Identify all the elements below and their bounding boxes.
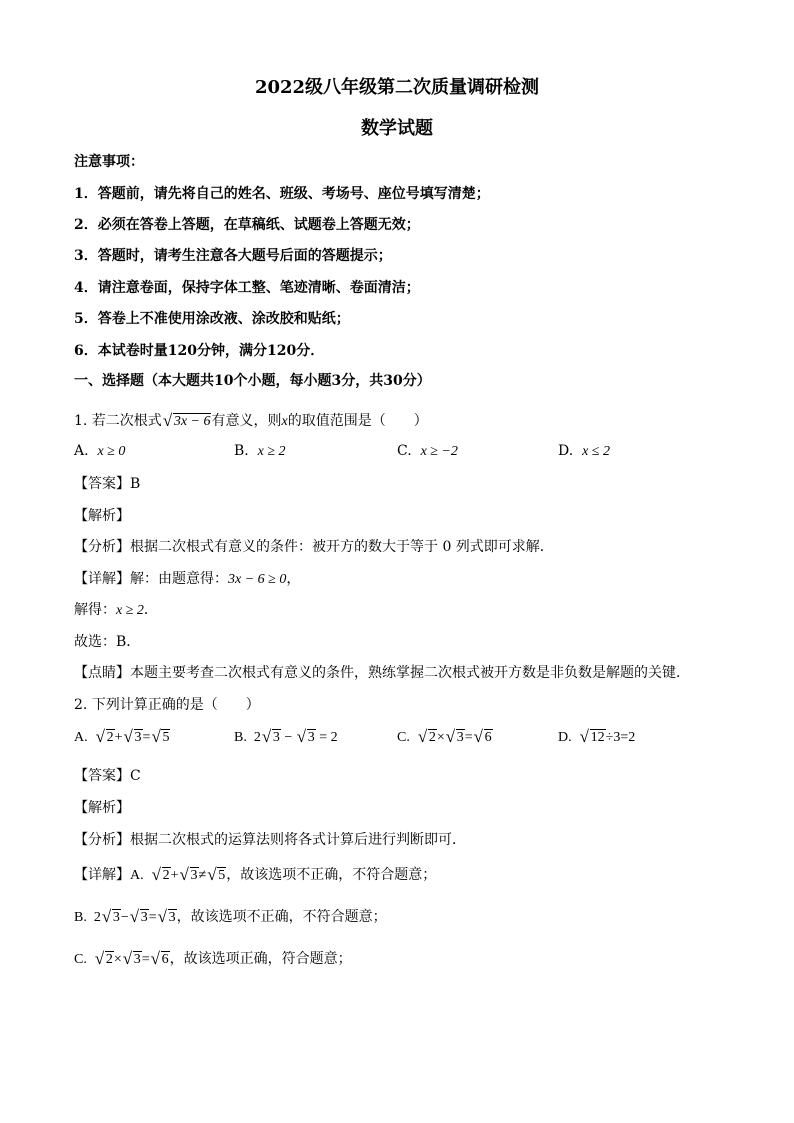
q2xc-rad-2: 2 bbox=[105, 952, 113, 967]
q2xb-sqrt-3a bbox=[103, 910, 121, 926]
q2-option-a bbox=[74, 730, 170, 746]
q2d-eq: = bbox=[620, 730, 629, 745]
q2xb-sqrt-3b bbox=[131, 910, 149, 926]
q2xa-rad-2: 2 bbox=[162, 868, 170, 883]
q2xc-rad-6: 6 bbox=[161, 952, 169, 967]
q2-answer-tag: 【答案】 bbox=[74, 768, 130, 784]
q1-xiangjie bbox=[74, 568, 300, 588]
q2xc-sqrt-2 bbox=[96, 952, 114, 968]
q2c-sqrt-3 bbox=[447, 730, 465, 746]
q1-fenxi bbox=[74, 536, 554, 556]
q1-answer-value: B bbox=[130, 476, 141, 492]
q2d-three: 3 bbox=[613, 730, 621, 745]
q1-option-a-text: x ≥ 0 bbox=[97, 444, 126, 459]
q2-answer bbox=[74, 765, 141, 785]
q1-xiangjie-pre: 解：由题意得： bbox=[130, 571, 228, 587]
q2b-sqrt-3b bbox=[298, 730, 316, 746]
notes-heading: 注意事项： bbox=[74, 154, 144, 170]
q2xc-times: × bbox=[113, 952, 122, 967]
q1-choose: 故选：B． bbox=[74, 634, 141, 650]
q1-option-b-label: B. bbox=[234, 443, 249, 459]
q2c-times: × bbox=[436, 730, 445, 745]
q2a-sqrt-5 bbox=[152, 730, 170, 746]
q1-solve-post: ． bbox=[143, 602, 158, 618]
q2c-rad-6: 6 bbox=[484, 730, 492, 745]
q2c-rad-2: 2 bbox=[428, 730, 436, 745]
q1-answer bbox=[74, 473, 140, 493]
q2xb-rad-3b: 3 bbox=[140, 910, 148, 925]
q2-option-d bbox=[558, 730, 635, 746]
q2xc-sqrt-3 bbox=[124, 952, 142, 968]
q2-option-b-label: B. bbox=[234, 730, 247, 745]
q2xc-rad-3: 3 bbox=[133, 952, 141, 967]
q2-analysis-tag: 【解析】 bbox=[74, 800, 130, 816]
q2xb-eq: = bbox=[148, 910, 157, 925]
q2b-minus: − bbox=[280, 730, 296, 745]
q2-xb-label: B. bbox=[74, 910, 87, 925]
q1-option-d-text: x ≤ 2 bbox=[582, 444, 610, 459]
q2-option-b bbox=[234, 730, 338, 746]
q1-stem-post-a: 有意义，则 bbox=[211, 413, 282, 429]
q1-option-a bbox=[74, 443, 125, 460]
q2-option-a-label: A. bbox=[74, 730, 88, 745]
q1-fenxi-text: 根据二次根式有意义的条件：被开方的数大于等于 0 列式即可求解． bbox=[130, 539, 554, 555]
q1-xiangjie-expr: 3x − 6 ≥ 0 bbox=[228, 572, 287, 587]
note-item-3: 3．答题时，请考生注意各大题号后面的答题提示； bbox=[74, 248, 392, 264]
q1-analysis-tag: 【解析】 bbox=[74, 508, 130, 524]
q2-xiangjie-b bbox=[74, 906, 387, 926]
q2c-eq: = bbox=[464, 730, 473, 745]
q2xb-minus: − bbox=[120, 910, 129, 925]
q1-radical bbox=[164, 414, 212, 430]
q2-answer-value: C bbox=[130, 768, 141, 784]
q1-option-d bbox=[558, 443, 610, 460]
q1-stem-pre: 1. 若二次根式 bbox=[74, 413, 162, 429]
note-item-5: 5．答卷上不准使用涂改液、涂改胶和贴纸； bbox=[74, 311, 350, 327]
q2d-sqrt-12 bbox=[581, 730, 606, 746]
q2b-rad-3a: 3 bbox=[272, 730, 280, 745]
q2-option-c bbox=[397, 730, 493, 746]
question-2-stem: 2. 下列计算正确的是（ ） bbox=[74, 697, 260, 713]
q1-stem-post-b: 的取值范围是（ ） bbox=[287, 413, 428, 429]
note-item-4: 4．请注意卷面，保持字体工整、笔迹清晰、卷面清洁； bbox=[74, 280, 420, 296]
q2a-plus: + bbox=[114, 730, 123, 745]
q2xb-sqrt-3c bbox=[159, 910, 177, 926]
q1-radicand: 3x − 6 bbox=[173, 414, 211, 429]
q2-fenxi-tag: 【分析】 bbox=[74, 832, 130, 848]
q2a-eq: = bbox=[142, 730, 151, 745]
q2d-div: ÷ bbox=[605, 730, 614, 745]
exam-title: 2022级八年级第二次质量调研检测 bbox=[254, 77, 540, 98]
q2a-sqrt-3 bbox=[125, 730, 143, 746]
q1-option-d-label: D. bbox=[558, 443, 574, 459]
note-item-1: 1．答题前，请先将自己的姓名、班级、考场号、座位号填写清楚； bbox=[74, 186, 490, 202]
q2b-eq: = bbox=[315, 730, 331, 745]
q2xa-sqrt-3 bbox=[181, 868, 199, 884]
q1-solve-expr: x ≥ 2 bbox=[116, 603, 144, 618]
q2-option-d-label: D. bbox=[558, 730, 572, 745]
note-item-6: 6．本试卷时量120分钟，满分120分． bbox=[74, 343, 325, 359]
q2xc-eq: = bbox=[141, 952, 150, 967]
q2-fenxi-text: 根据二次根式的运算法则将各式计算后进行判断即可． bbox=[130, 832, 466, 848]
q1-solve bbox=[74, 599, 158, 619]
exam-subtitle: 数学试题 bbox=[361, 118, 433, 139]
q2xb-rad-3c: 3 bbox=[168, 910, 176, 925]
q2a-rad-2: 2 bbox=[106, 730, 114, 745]
q2a-sqrt-2 bbox=[97, 730, 115, 746]
q1-dianjing-text: 本题主要考查二次根式有意义的条件，熟练掌握二次根式被开方数是非负数是解题的关键． bbox=[130, 665, 690, 681]
q1-option-c-label: C. bbox=[397, 443, 412, 459]
q2-xa-post: ，故该选项不正确，不符合题意； bbox=[226, 867, 437, 883]
q2xb-rad-3a: 3 bbox=[112, 910, 120, 925]
q2xc-sqrt-6 bbox=[152, 952, 170, 968]
q1-dianjing-tag: 【点睛】 bbox=[74, 665, 130, 681]
q2-fenxi bbox=[74, 829, 466, 849]
q1-option-c-text: x ≥ −2 bbox=[420, 444, 458, 459]
q2b-coef: 2 bbox=[253, 730, 261, 745]
q2c-sqrt-6 bbox=[475, 730, 493, 746]
question-1-stem bbox=[74, 410, 428, 430]
q2a-rad-5: 5 bbox=[162, 730, 170, 745]
q2xa-rad-5: 5 bbox=[218, 868, 226, 883]
q1-fenxi-tag: 【分析】 bbox=[74, 539, 130, 555]
q2c-rad-3: 3 bbox=[456, 730, 464, 745]
q1-xiangjie-tag: 【详解】 bbox=[74, 571, 130, 587]
q2xb-coef: 2 bbox=[93, 910, 101, 925]
q1-option-a-label: A. bbox=[74, 443, 89, 459]
q2-xc-label: C. bbox=[74, 952, 87, 967]
q2a-rad-3: 3 bbox=[134, 730, 142, 745]
q2-xiangjie-c bbox=[74, 948, 352, 968]
q2xa-sqrt-5 bbox=[208, 868, 226, 884]
q2d-result: 2 bbox=[628, 730, 636, 745]
section-heading: 一、选择题（本大题共10个小题，每小题3分，共30分） bbox=[74, 373, 431, 389]
q1-option-c bbox=[397, 443, 458, 460]
q2-xiangjie-tag: 【详解】 bbox=[74, 867, 130, 883]
q1-var: x bbox=[281, 414, 288, 429]
q2c-sqrt-2 bbox=[419, 730, 437, 746]
q2-xa-label: A. bbox=[130, 868, 144, 883]
q2xa-neq: ≠ bbox=[198, 868, 207, 883]
q2-xb-post: ，故该选项不正确，不符合题意； bbox=[176, 909, 387, 925]
q2xa-plus: + bbox=[170, 868, 179, 883]
q2b-sqrt-3a bbox=[263, 730, 281, 746]
q1-option-b bbox=[234, 443, 286, 460]
q1-solve-pre: 解得： bbox=[74, 602, 116, 618]
q2b-result: 2 bbox=[330, 730, 338, 745]
q2d-rad-12: 12 bbox=[590, 730, 605, 745]
q1-option-b-text: x ≥ 2 bbox=[257, 444, 286, 459]
q2xa-rad-3: 3 bbox=[190, 868, 198, 883]
note-item-2: 2．必须在答卷上答题，在草稿纸、试题卷上答题无效； bbox=[74, 217, 420, 233]
q1-answer-tag: 【答案】 bbox=[74, 476, 130, 492]
q2-xiangjie-a bbox=[74, 864, 436, 884]
q1-dianjing bbox=[74, 662, 690, 682]
q2-xc-post: ，故该选项正确，符合题意； bbox=[169, 951, 352, 967]
q2b-rad-3b: 3 bbox=[307, 730, 315, 745]
q1-xiangjie-post: ， bbox=[286, 571, 301, 587]
q2-option-c-label: C. bbox=[397, 730, 410, 745]
q2xa-sqrt-2 bbox=[153, 868, 171, 884]
